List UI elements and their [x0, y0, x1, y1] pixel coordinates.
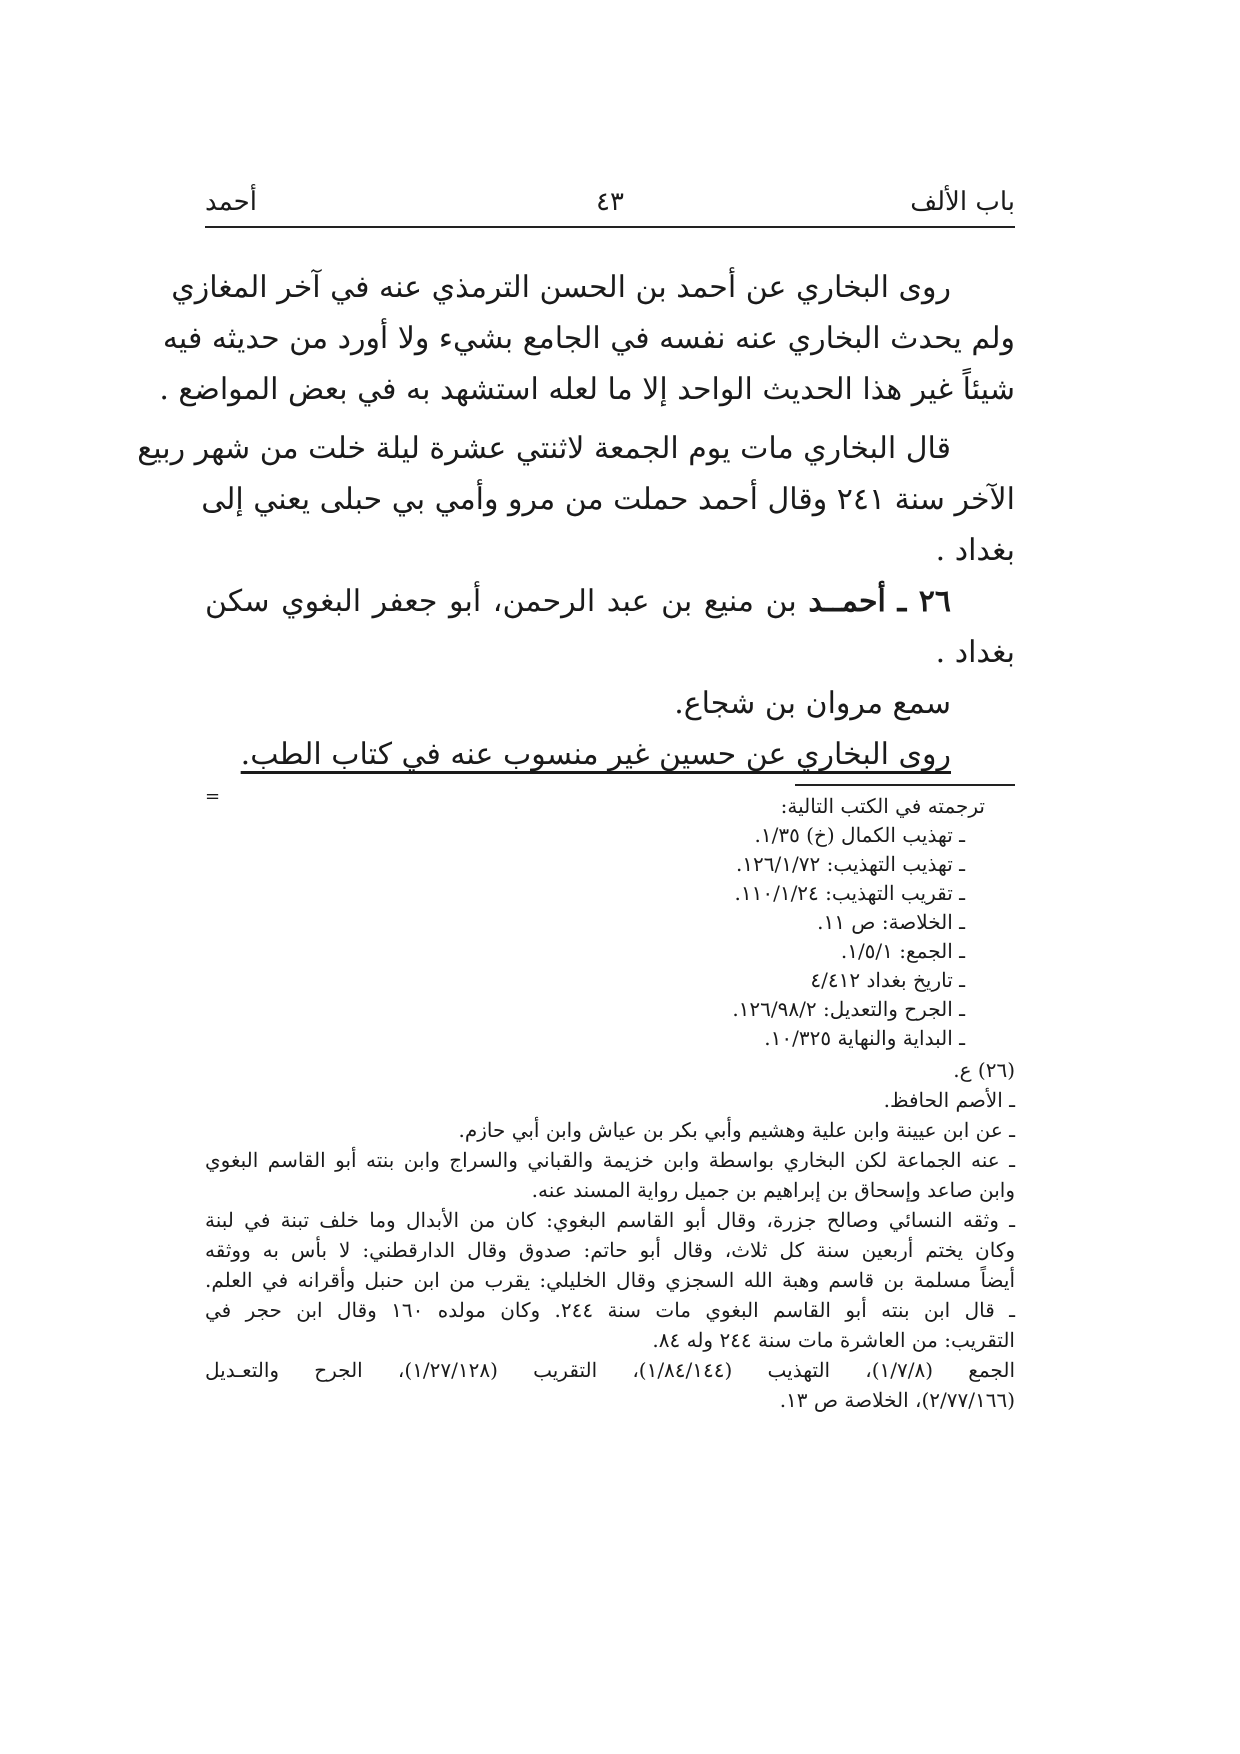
footnote-26 — [205, 1055, 1015, 1415]
footnote-rule — [795, 784, 1015, 786]
footnote-line: أيضاً مسلمة بن قاسم وهبة الله السجزي وقال الخليلي: يقرب من ابن حنبل وأقرانه في العلم. — [205, 1268, 1015, 1292]
entry-lineage: بن منيع بن عبد الرحمن، أبو جعفر البغوي سكن — [205, 584, 797, 619]
paragraph-1 — [159, 262, 1015, 415]
entry-26 — [205, 576, 1015, 780]
entry-heading-line — [205, 576, 1015, 627]
chapter-title: باب الألف — [910, 187, 1015, 217]
main-text — [137, 262, 1015, 780]
narration-line: روى البخاري عن حسين غير منسوب عنه في كتاب الطب. — [240, 737, 951, 772]
running-name: أحمد — [205, 187, 257, 217]
reference-item: ـ تقريب التهذيب: ١١٠/١/٢٤. — [734, 881, 965, 905]
reference-list — [205, 821, 1015, 1053]
footnote-line: (٢/٧٧/١٦٦)، الخلاصة ص ١٣. — [779, 1388, 1015, 1412]
text-line: بغداد . — [935, 635, 1015, 670]
text-line: بغداد . — [935, 533, 1015, 568]
footnote-line: ـ عن ابن عيينة وابن علية وهشيم وأبي بكر بن عياش وابن أبي حازم. — [458, 1118, 1015, 1142]
text-line: ولم يحدث البخاري عنه نفسه في الجامع بشيء ولا أورد من حديثه فيه — [162, 321, 1015, 356]
footnote-line: ـ عنه الجماعة لكن البخاري بواسطة وابن خزيمة والقباني والسراج وابن بنته أبو القاسم البغوي — [205, 1148, 1015, 1172]
entry-name: أحمــد — [808, 584, 886, 619]
text-line: روى البخاري عن أحمد بن الحسن الترمذي عنه في آخر المغازي — [171, 270, 951, 305]
footnote-line: التقريب: من العاشرة مات سنة ٢٤٤ وله ٨٤. — [652, 1328, 1015, 1352]
reference-item: ـ البداية والنهاية ١٠/٣٢٥. — [764, 1026, 965, 1050]
footnote-line: الجمع (١/٧/٨)، التهذيب (١/٨٤/١٤٤)، التقريب (١/٢٧/١٢٨)، الجرح والتعـديل — [205, 1358, 1015, 1382]
running-header — [205, 185, 1015, 225]
header-rule — [205, 226, 1015, 228]
heard-from-line: سمع مروان بن شجاع. — [674, 686, 951, 721]
footnote-line: وكان يختم أربعين سنة كل ثلاث، وقال أبو حاتم: صدوق وقال الدارقطني: لا بأس به ووثقه — [205, 1238, 1015, 1262]
reference-item: ـ الجمع: ١/٥/١. — [840, 939, 965, 963]
footnote-heading: ترجمته في الكتب التالية: — [780, 794, 985, 818]
text-line: شيئاً غير هذا الحديث الواحد إلا ما لعله استشهد به في بعض المواضع . — [159, 372, 1015, 407]
text-line: الآخر سنة ٢٤١ وقال أحمد حملت من مرو وأمي بي حبلى يعني إلى — [201, 482, 1015, 517]
footnote-line: وابن صاعد وإسحاق بن إبراهيم بن جميل رواية المسند عنه. — [531, 1178, 1015, 1202]
reference-item: ـ تهذيب التهذيب: ١٢٦/١/٧٢. — [735, 852, 965, 876]
text-line: قال البخاري مات يوم الجمعة لاثنتي عشرة ليلة خلت من شهر ربيع — [137, 431, 951, 466]
footnote-line: (٢٦) ع. — [953, 1058, 1015, 1082]
paragraph-2 — [137, 423, 1015, 576]
footnote-line: ـ وثقه النسائي وصالح جزرة، وقال أبو القاسم البغوي: كان من الأبدال وما خلف تبنة في لبنة — [205, 1208, 1015, 1232]
entry-number: ٢٦ ـ — [897, 584, 952, 619]
reference-item: ـ الخلاصة: ص ١١. — [817, 910, 965, 934]
reference-item: ـ تهذيب الكمال (خ) ١/٣٥. — [754, 823, 965, 847]
footnote-line: ـ قال ابن بنته أبو القاسم البغوي مات سنة ٢٤٤. وكان مولده ١٦٠ وقال ابن حجر في — [205, 1298, 1015, 1322]
reference-item: ـ الجرح والتعديل: ١٢٦/٩٨/٢. — [732, 997, 965, 1021]
footnote-line: ـ الأصم الحافظ. — [883, 1088, 1015, 1112]
footnote-continuation-mark: = — [205, 786, 221, 807]
footnotes — [205, 792, 1015, 1415]
page-number: ٤٣ — [596, 187, 624, 217]
reference-item: ـ تاريخ بغداد ٤/٤١٢ — [810, 968, 965, 992]
